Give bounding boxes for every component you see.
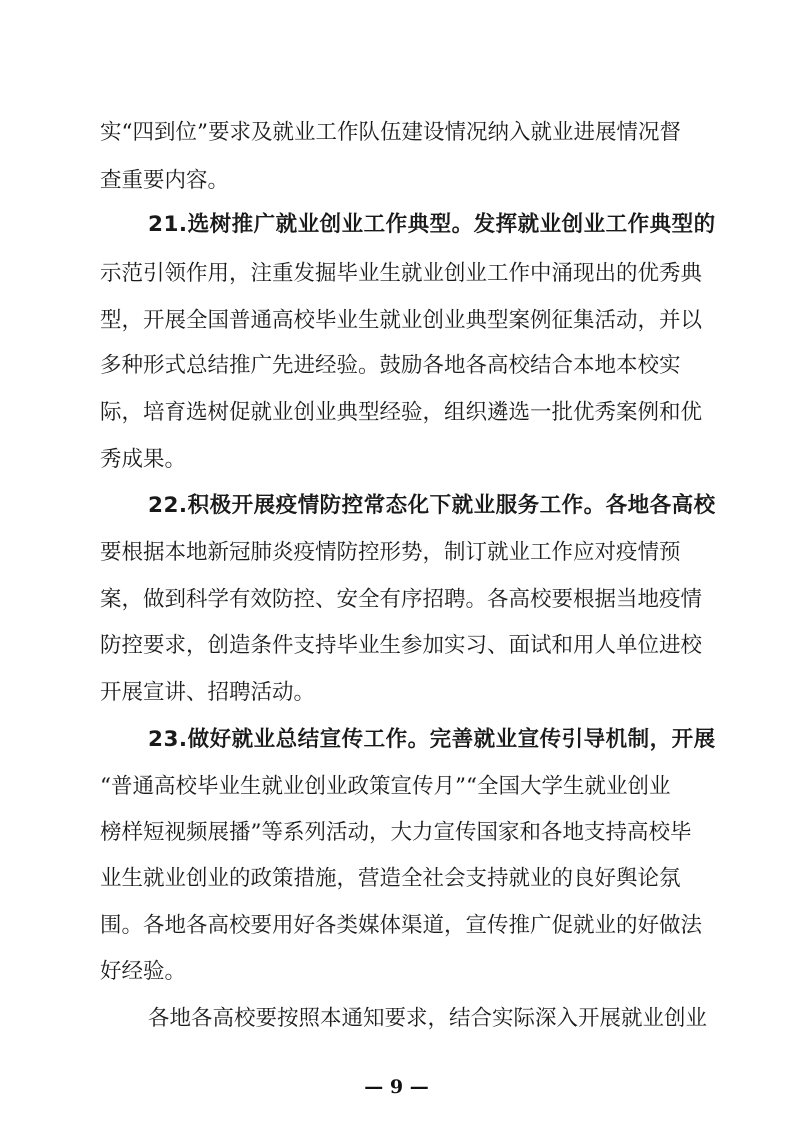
text-line-7: 际，培育选树促就业创业典型经验，组织遴选一批优秀案例和优 [100, 400, 703, 425]
body-text-line [0, 116, 793, 150]
text-line-2: 查重要内容。 [100, 168, 230, 193]
text-line-20: 各地各高校要按照本通知要求，结合实际深入开展就业创业 [148, 1006, 708, 1031]
text-line-12: 防控要求，创造条件支持毕业生参加实习、面试和用人单位进校 [100, 633, 703, 658]
text-line-17: 业生就业创业的政策措施，营造全社会支持就业的良好舆论氛 [100, 866, 681, 891]
text-line-15: “普通高校毕业生就业创业政策宣传月”“全国大学生就业创业 [100, 774, 671, 799]
text-line-6: 多种形式总结推广先进经验。鼓励各地各高校结合本地本校实 [100, 353, 681, 378]
body-text-line [0, 629, 793, 663]
body-text-line [0, 676, 793, 710]
text-line-11: 案，做到科学有效防控、安全有序招聘。各高校要根据当地疫情 [100, 587, 703, 612]
body-text-line [0, 770, 793, 804]
text-line-10: 要根据本地新冠肺炎疫情防控形势，制订就业工作应对疫情预 [100, 540, 681, 565]
text-line-19: 好经验。 [100, 959, 187, 984]
body-text-line [0, 349, 793, 383]
body-text-line [0, 257, 793, 291]
body-text-line [0, 583, 793, 617]
text-line-5: 型，开展全国普通高校毕业生就业创业典型案例征集活动，并以 [100, 308, 703, 333]
text-line-9: 22.积极开展疫情防控常态化下就业服务工作。各地各高校 [148, 493, 716, 518]
body-text-line [0, 1002, 793, 1036]
section-heading-22 [0, 489, 793, 523]
section-heading-23 [0, 723, 793, 757]
page-number: — 9 — [364, 1076, 429, 1098]
body-text-line [0, 909, 793, 943]
text-line-8: 秀成果。 [100, 447, 187, 472]
text-line-1: 实“四到位”要求及就业工作队伍建设情况纳入就业进展情况督 [100, 120, 681, 145]
text-line-14: 23.做好就业总结宣传工作。完善就业宣传引导机制，开展 [148, 727, 716, 752]
body-text-line [0, 816, 793, 850]
body-text-line [0, 396, 793, 430]
body-text-line [0, 955, 793, 989]
body-text-line [0, 443, 793, 477]
text-line-4: 示范引领作用，注重发掘毕业生就业创业工作中涌现出的优秀典 [100, 261, 703, 286]
section-heading-21 [0, 208, 793, 242]
text-line-16: 榜样短视频展播”等系列活动，大力宣传国家和各地支持高校毕 [100, 820, 692, 845]
body-text-line [0, 164, 793, 198]
body-text-line [0, 304, 793, 338]
text-line-3: 21.选树推广就业创业工作典型。发挥就业创业工作典型的 [148, 212, 716, 237]
text-line-18: 围。各地各高校要用好各类媒体渠道，宣传推广促就业的好做法 [100, 913, 703, 938]
body-text-line [0, 536, 793, 570]
body-text-line [0, 862, 793, 896]
text-line-13: 开展宣讲、招聘活动。 [100, 680, 316, 705]
